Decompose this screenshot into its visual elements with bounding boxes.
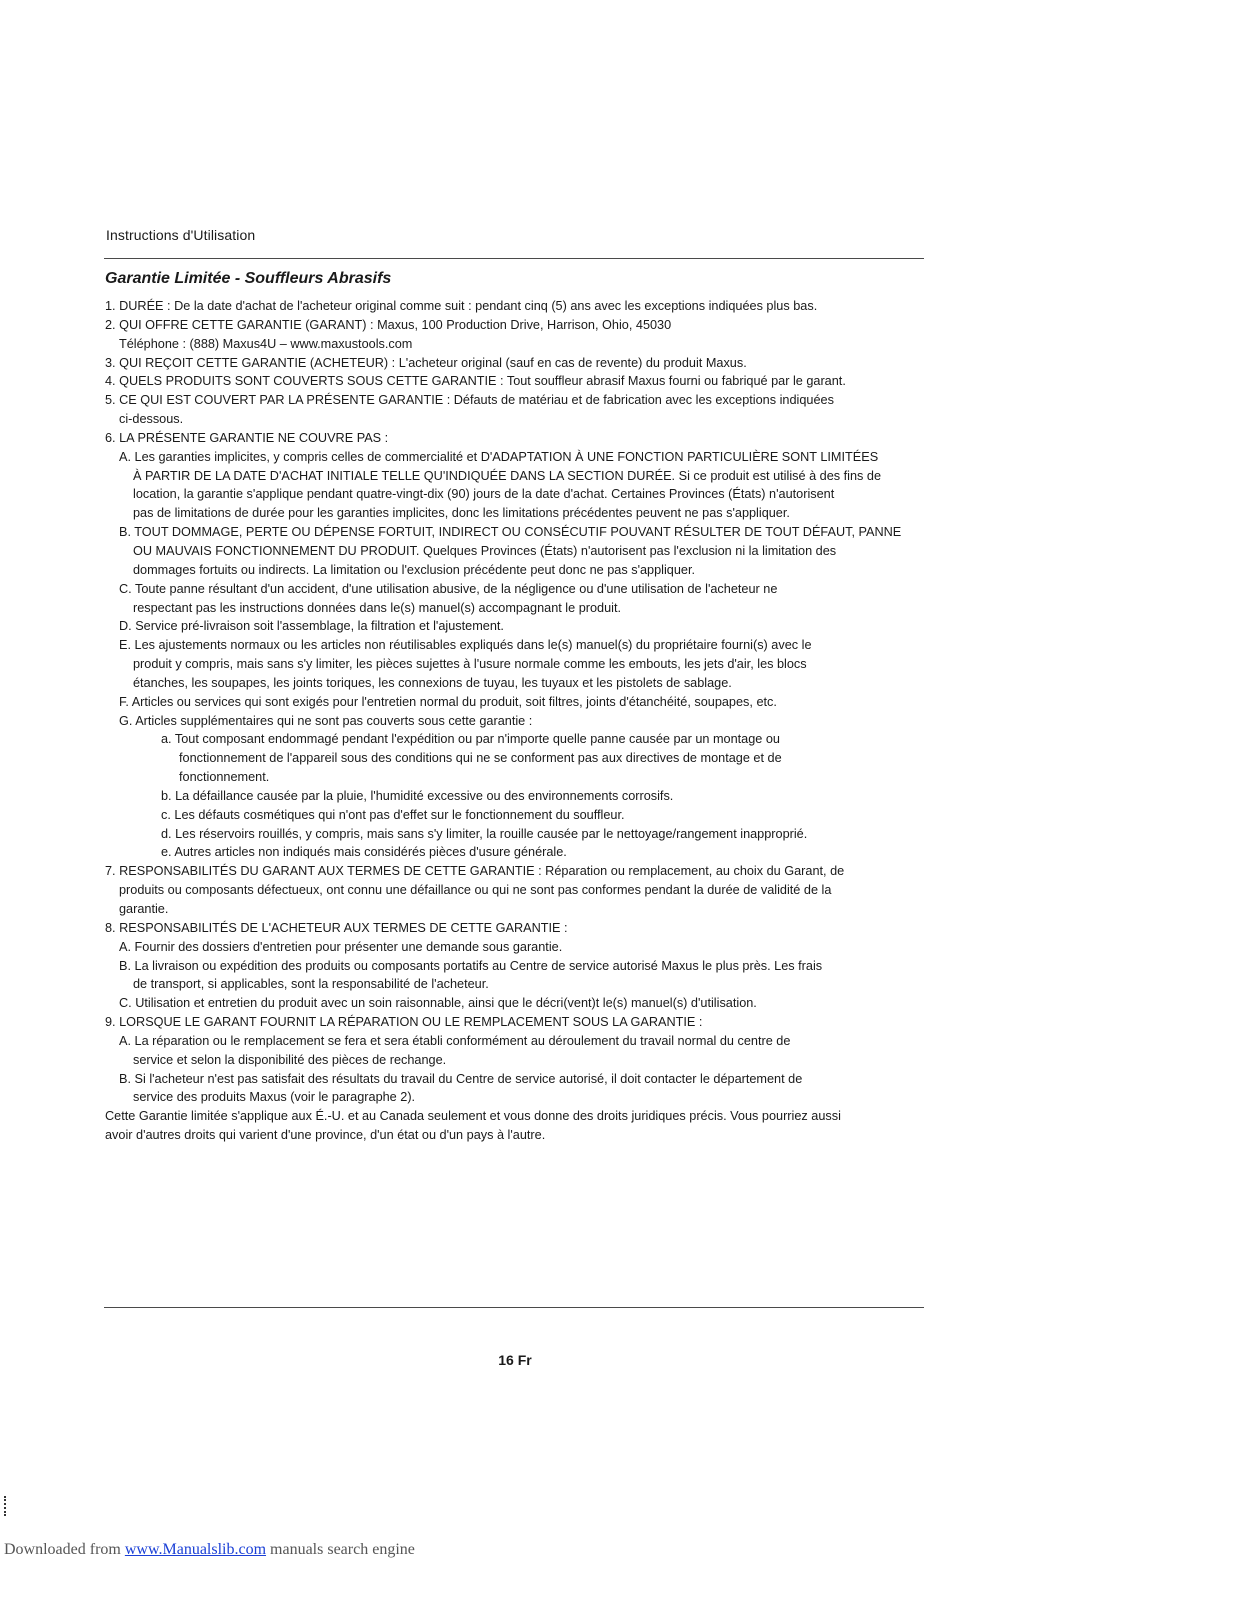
warranty-line: service et selon la disponibilité des pièces de rechange.: [133, 1052, 447, 1067]
warranty-line: 5. CE QUI EST COUVERT PAR LA PRÉSENTE GARANTIE : Défauts de matériau et de fabrication avec les exceptions indiquées: [105, 393, 834, 408]
warranty-line: e. Autres articles non indiqués mais considérés pièces d'usure générale.: [161, 845, 567, 860]
warranty-line: de transport, si applicables, sont la responsabilité de l'acheteur.: [133, 977, 489, 992]
warranty-line: B. Si l'acheteur n'est pas satisfait des résultats du travail du Centre de service autorisé, il doit contacter le département de: [119, 1071, 803, 1086]
footer-prefix: Downloaded from: [4, 1541, 125, 1558]
warranty-body: [105, 297, 927, 1145]
warranty-line: 4. QUELS PRODUITS SONT COUVERTS SOUS CETTE GARANTIE : Tout souffleur abrasif Maxus fourni ou fabriqué par le garant.: [105, 374, 846, 389]
warranty-line: étanches, les soupapes, les joints toriques, les connexions de tuyau, les tuyaux et les pistolets de sablage.: [133, 675, 732, 690]
warranty-line: 3. QUI REÇOIT CETTE GARANTIE (ACHETEUR) : L'acheteur original (sauf en cas de revente) du produit Maxus.: [105, 355, 747, 370]
header-divider: [104, 258, 924, 259]
warranty-line: 6. LA PRÉSENTE GARANTIE NE COUVRE PAS :: [105, 430, 389, 445]
warranty-line: A. Fournir des dossiers d'entretien pour présenter une demande sous garantie.: [119, 939, 563, 954]
warranty-line: OU MAUVAIS FONCTIONNEMENT DU PRODUIT. Quelques Provinces (États) n'autorisent pas l'exclusion ni la limitation des: [133, 543, 837, 558]
warranty-line: 8. RESPONSABILITÉS DE L'ACHETEUR AUX TERMES DE CETTE GARANTIE :: [105, 920, 568, 935]
warranty-line: garantie.: [119, 902, 169, 916]
footer-suffix: manuals search engine: [266, 1541, 415, 1558]
warranty-line: Téléphone : (888) Maxus4U – www.maxustools.com: [119, 336, 413, 351]
warranty-line: 9. LORSQUE LE GARANT FOURNIT LA RÉPARATION OU LE REMPLACEMENT SOUS LA GARANTIE :: [105, 1015, 703, 1030]
warranty-line: 2. QUI OFFRE CETTE GARANTIE (GARANT) : Maxus, 100 Production Drive, Harrison, Ohio, 45030: [105, 317, 672, 332]
warranty-line: ci-dessous.: [119, 412, 184, 427]
page-number: 16 Fr: [498, 1352, 532, 1368]
warranty-line: D. Service pré-livraison soit l'assemblage, la filtration et l'ajustement.: [119, 619, 504, 634]
warranty-line: 1. DURÉE : De la date d'achat de l'acheteur original comme suit : pendant cinq (5) ans avec les exceptions indiquées plus bas.: [105, 299, 818, 313]
warranty-line: a. Tout composant endommagé pendant l'expédition ou par n'importe quelle panne causée par un montage ou: [161, 732, 780, 747]
warranty-line: produit y compris, mais sans s'y limiter, les pièces sujettes à l'usure normale comme les embouts, les jets d'air, les blocs: [133, 657, 807, 672]
warranty-line: F. Articles ou services qui sont exigés pour l'entretien normal du produit, soit filtres, joints d'étanchéité, soupapes, etc.: [119, 694, 777, 709]
warranty-line: dommages fortuits ou indirects. La limitation ou l'exclusion précédente peut donc ne pas s'appliquer.: [133, 562, 696, 577]
warranty-title: Garantie Limitée - Souffleurs Abrasifs: [105, 270, 392, 287]
warranty-line: A. Les garanties implicites, y compris celles de commercialité et D'ADAPTATION À UNE FONCTION PARTICULIÈRE SONT LIMITÉES: [119, 449, 879, 464]
running-header: Instructions d'Utilisation: [106, 227, 256, 243]
warranty-line: À PARTIR DE LA DATE D'ACHAT INITIALE TELLE QU'INDIQUÉE DANS LA SECTION DURÉE. Si ce produit est utilisé à des fins de: [133, 468, 882, 483]
warranty-line: avoir d'autres droits qui varient d'une province, d'un état ou d'un pays à l'autre.: [105, 1128, 546, 1143]
warranty-line: service des produits Maxus (voir le paragraphe 2).: [133, 1090, 416, 1105]
footer-divider: [104, 1307, 924, 1308]
warranty-line: C. Utilisation et entretien du produit avec un soin raisonnable, ainsi que le décri(vent)t le(s) manuel(s) d'utilisation.: [119, 996, 757, 1011]
warranty-line: 7. RESPONSABILITÉS DU GARANT AUX TERMES DE CETTE GARANTIE : Réparation ou remplacement, au choix du Garant, de: [105, 864, 845, 879]
download-footer: [4, 1541, 415, 1559]
warranty-line: respectant pas les instructions données dans le(s) manuel(s) accompagnant le produit.: [133, 600, 622, 615]
warranty-line: fonctionnement de l'appareil sous des conditions qui ne se conforment pas aux directives de montage et de: [179, 751, 782, 766]
warranty-line: location, la garantie s'applique pendant quatre-vingt-dix (90) jours de la date d'achat. Certaines Provinces (États) n'autorisent: [133, 487, 835, 502]
warranty-line: C. Toute panne résultant d'un accident, d'une utilisation abusive, de la négligence ou d'une utilisation de l'acheteur ne: [119, 581, 778, 596]
warranty-line: fonctionnement.: [179, 770, 270, 785]
warranty-line: B. TOUT DOMMAGE, PERTE OU DÉPENSE FORTUIT, INDIRECT OU CONSÉCUTIF POUVANT RÉSULTER DE TOUT DÉFAUT, PANNE: [119, 525, 902, 540]
warranty-line: G. Articles supplémentaires qui ne sont pas couverts sous cette garantie :: [119, 713, 533, 728]
warranty-line: A. La réparation ou le remplacement se fera et sera établi conformément au déroulement du travail normal du centre de: [119, 1033, 791, 1048]
warranty-line: pas de limitations de durée pour les garanties implicites, donc les limitations précédentes peuvent ne pas s'appliquer.: [133, 506, 790, 521]
warranty-line: B. La livraison ou expédition des produits ou composants portatifs au Centre de service autorisé Maxus le plus près. Les frais: [119, 958, 823, 973]
margin-mark: [4, 1496, 8, 1516]
warranty-line: E. Les ajustements normaux ou les articles non réutilisables expliqués dans le(s) manuel(s) du propriétaire fourni(s) avec le: [119, 638, 812, 653]
warranty-line: b. La défaillance causée par la pluie, l'humidité excessive ou des environnements corrosifs.: [161, 788, 674, 803]
warranty-line: d. Les réservoirs rouillés, y compris, mais sans s'y limiter, la rouille causée par le nettoyage/rangement inapproprié.: [161, 826, 808, 841]
warranty-line: c. Les défauts cosmétiques qui n'ont pas d'effet sur le fonctionnement du souffleur.: [161, 807, 625, 822]
manualslib-link[interactable]: www.Manualslib.com: [124, 1541, 267, 1558]
warranty-line: produits ou composants défectueux, ont connu une défaillance ou qui ne sont pas conformes pendant la durée de validité de la: [119, 883, 832, 898]
warranty-line: Cette Garantie limitée s'applique aux É.-U. et au Canada seulement et vous donne des droits juridiques précis. Vous pourriez aussi: [105, 1109, 841, 1124]
